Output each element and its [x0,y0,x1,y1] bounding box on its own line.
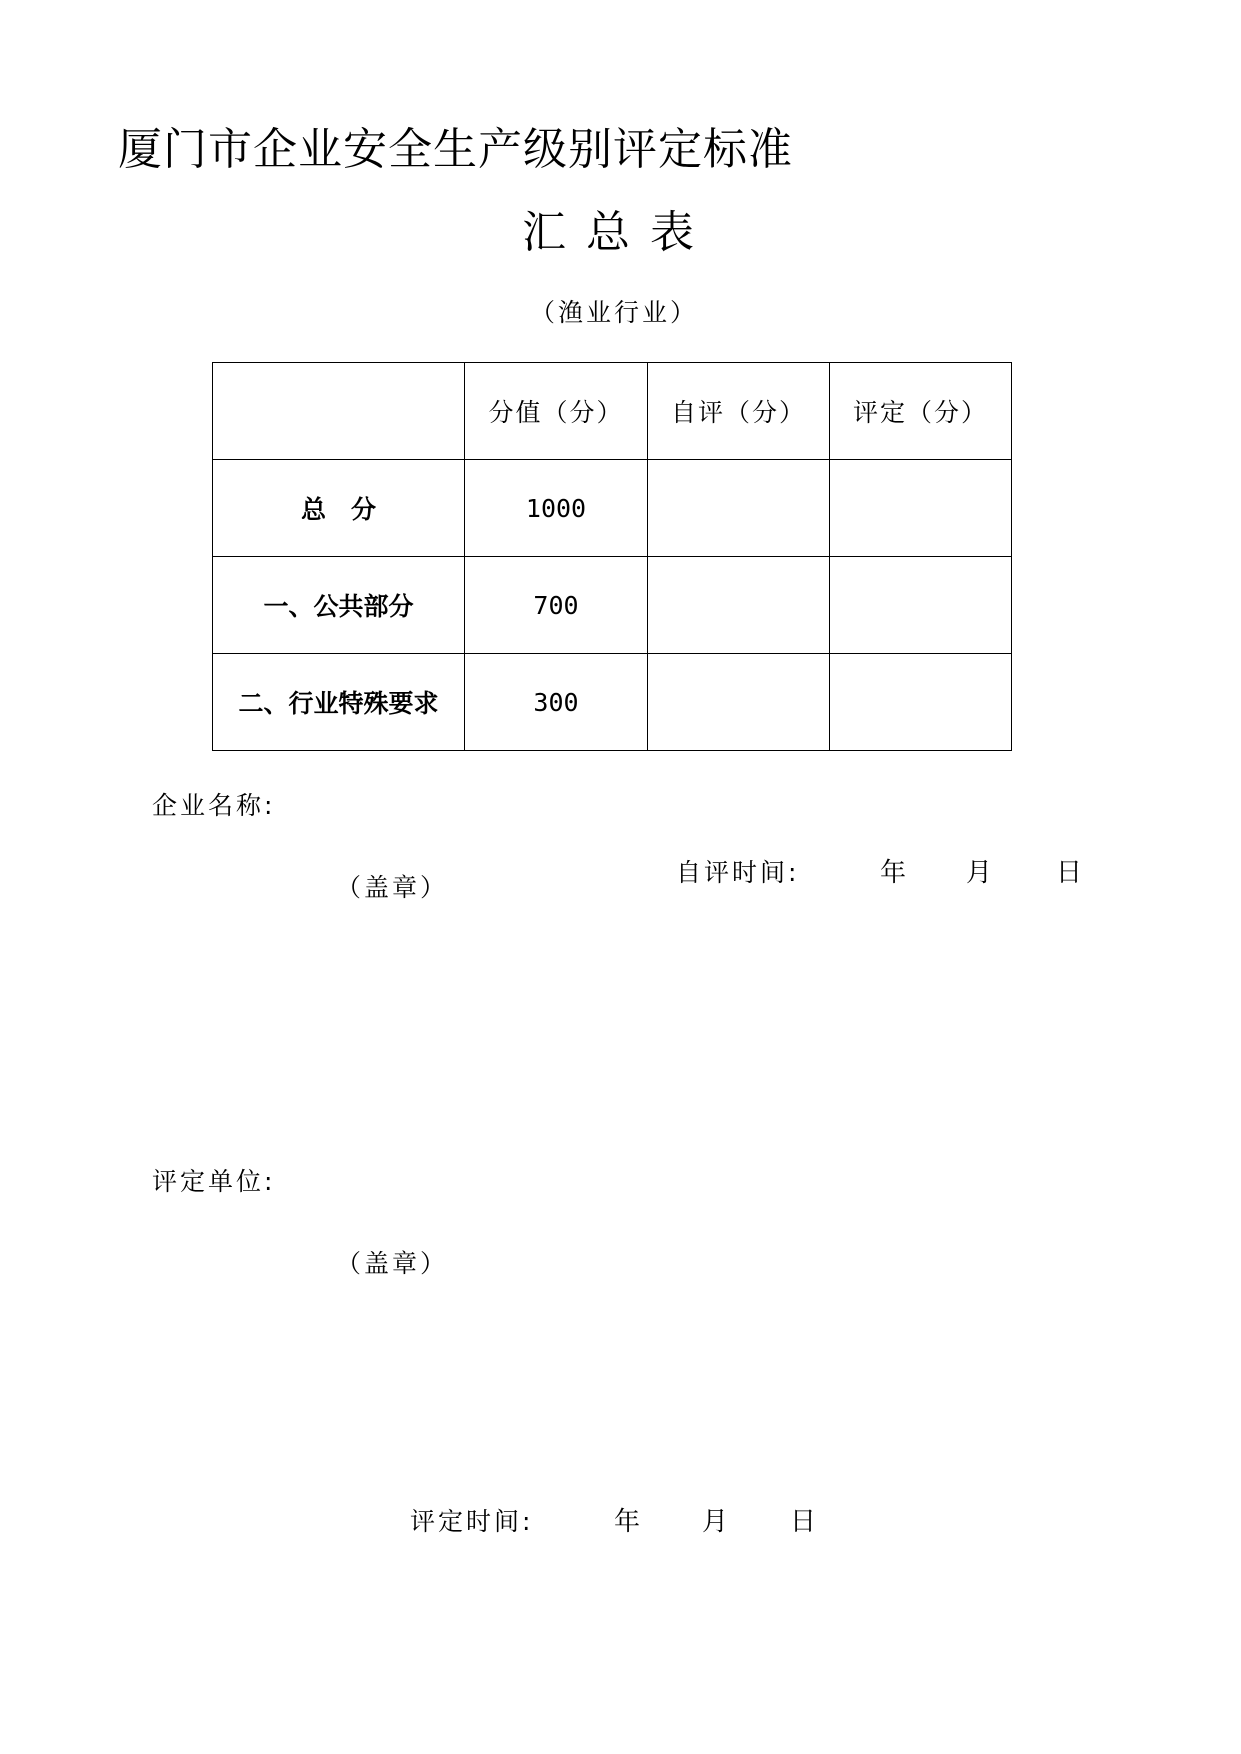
score-value: 700 [465,557,648,654]
table-header-cell: 分值（分） [465,363,648,460]
table-header-row [213,363,1012,460]
row-label: 总 分 [213,460,465,557]
enterprise-stamp: （盖章） [336,873,449,902]
self-eval-day: 日 [1056,858,1083,888]
table-row [213,460,1012,557]
table-header-cell: 评定（分） [830,363,1012,460]
self-eval-cell[interactable] [648,654,830,751]
table-header-cell [213,363,465,460]
summary-table [212,362,1012,751]
evaluation-unit-label: 评定单位: [152,1167,276,1196]
eval-day: 日 [790,1507,817,1537]
table-header-cell: 自评（分） [648,363,830,460]
self-eval-cell[interactable] [648,460,830,557]
row-label: 一、公共部分 [213,557,465,654]
industry-label: （渔业行业） [530,298,699,327]
table-row [213,654,1012,751]
score-value: 300 [465,654,648,751]
rated-cell[interactable] [830,460,1012,557]
document-title: 厦门市企业安全生产级别评定标准 [118,124,793,175]
rated-cell[interactable] [830,654,1012,751]
eval-year: 年 [614,1507,641,1537]
eval-time-label: 评定时间: [410,1507,534,1536]
rated-cell[interactable] [830,557,1012,654]
enterprise-name-label: 企业名称: [152,791,276,820]
self-eval-year: 年 [880,858,907,888]
table-row [213,557,1012,654]
score-value: 1000 [465,460,648,557]
self-eval-time-label: 自评时间: [676,858,800,887]
row-label: 二、行业特殊要求 [213,654,465,751]
self-eval-month: 月 [966,858,993,888]
self-eval-cell[interactable] [648,557,830,654]
document-subtitle: 汇总表 [522,207,714,258]
eval-month: 月 [702,1507,729,1537]
evaluator-stamp: （盖章） [336,1249,449,1278]
